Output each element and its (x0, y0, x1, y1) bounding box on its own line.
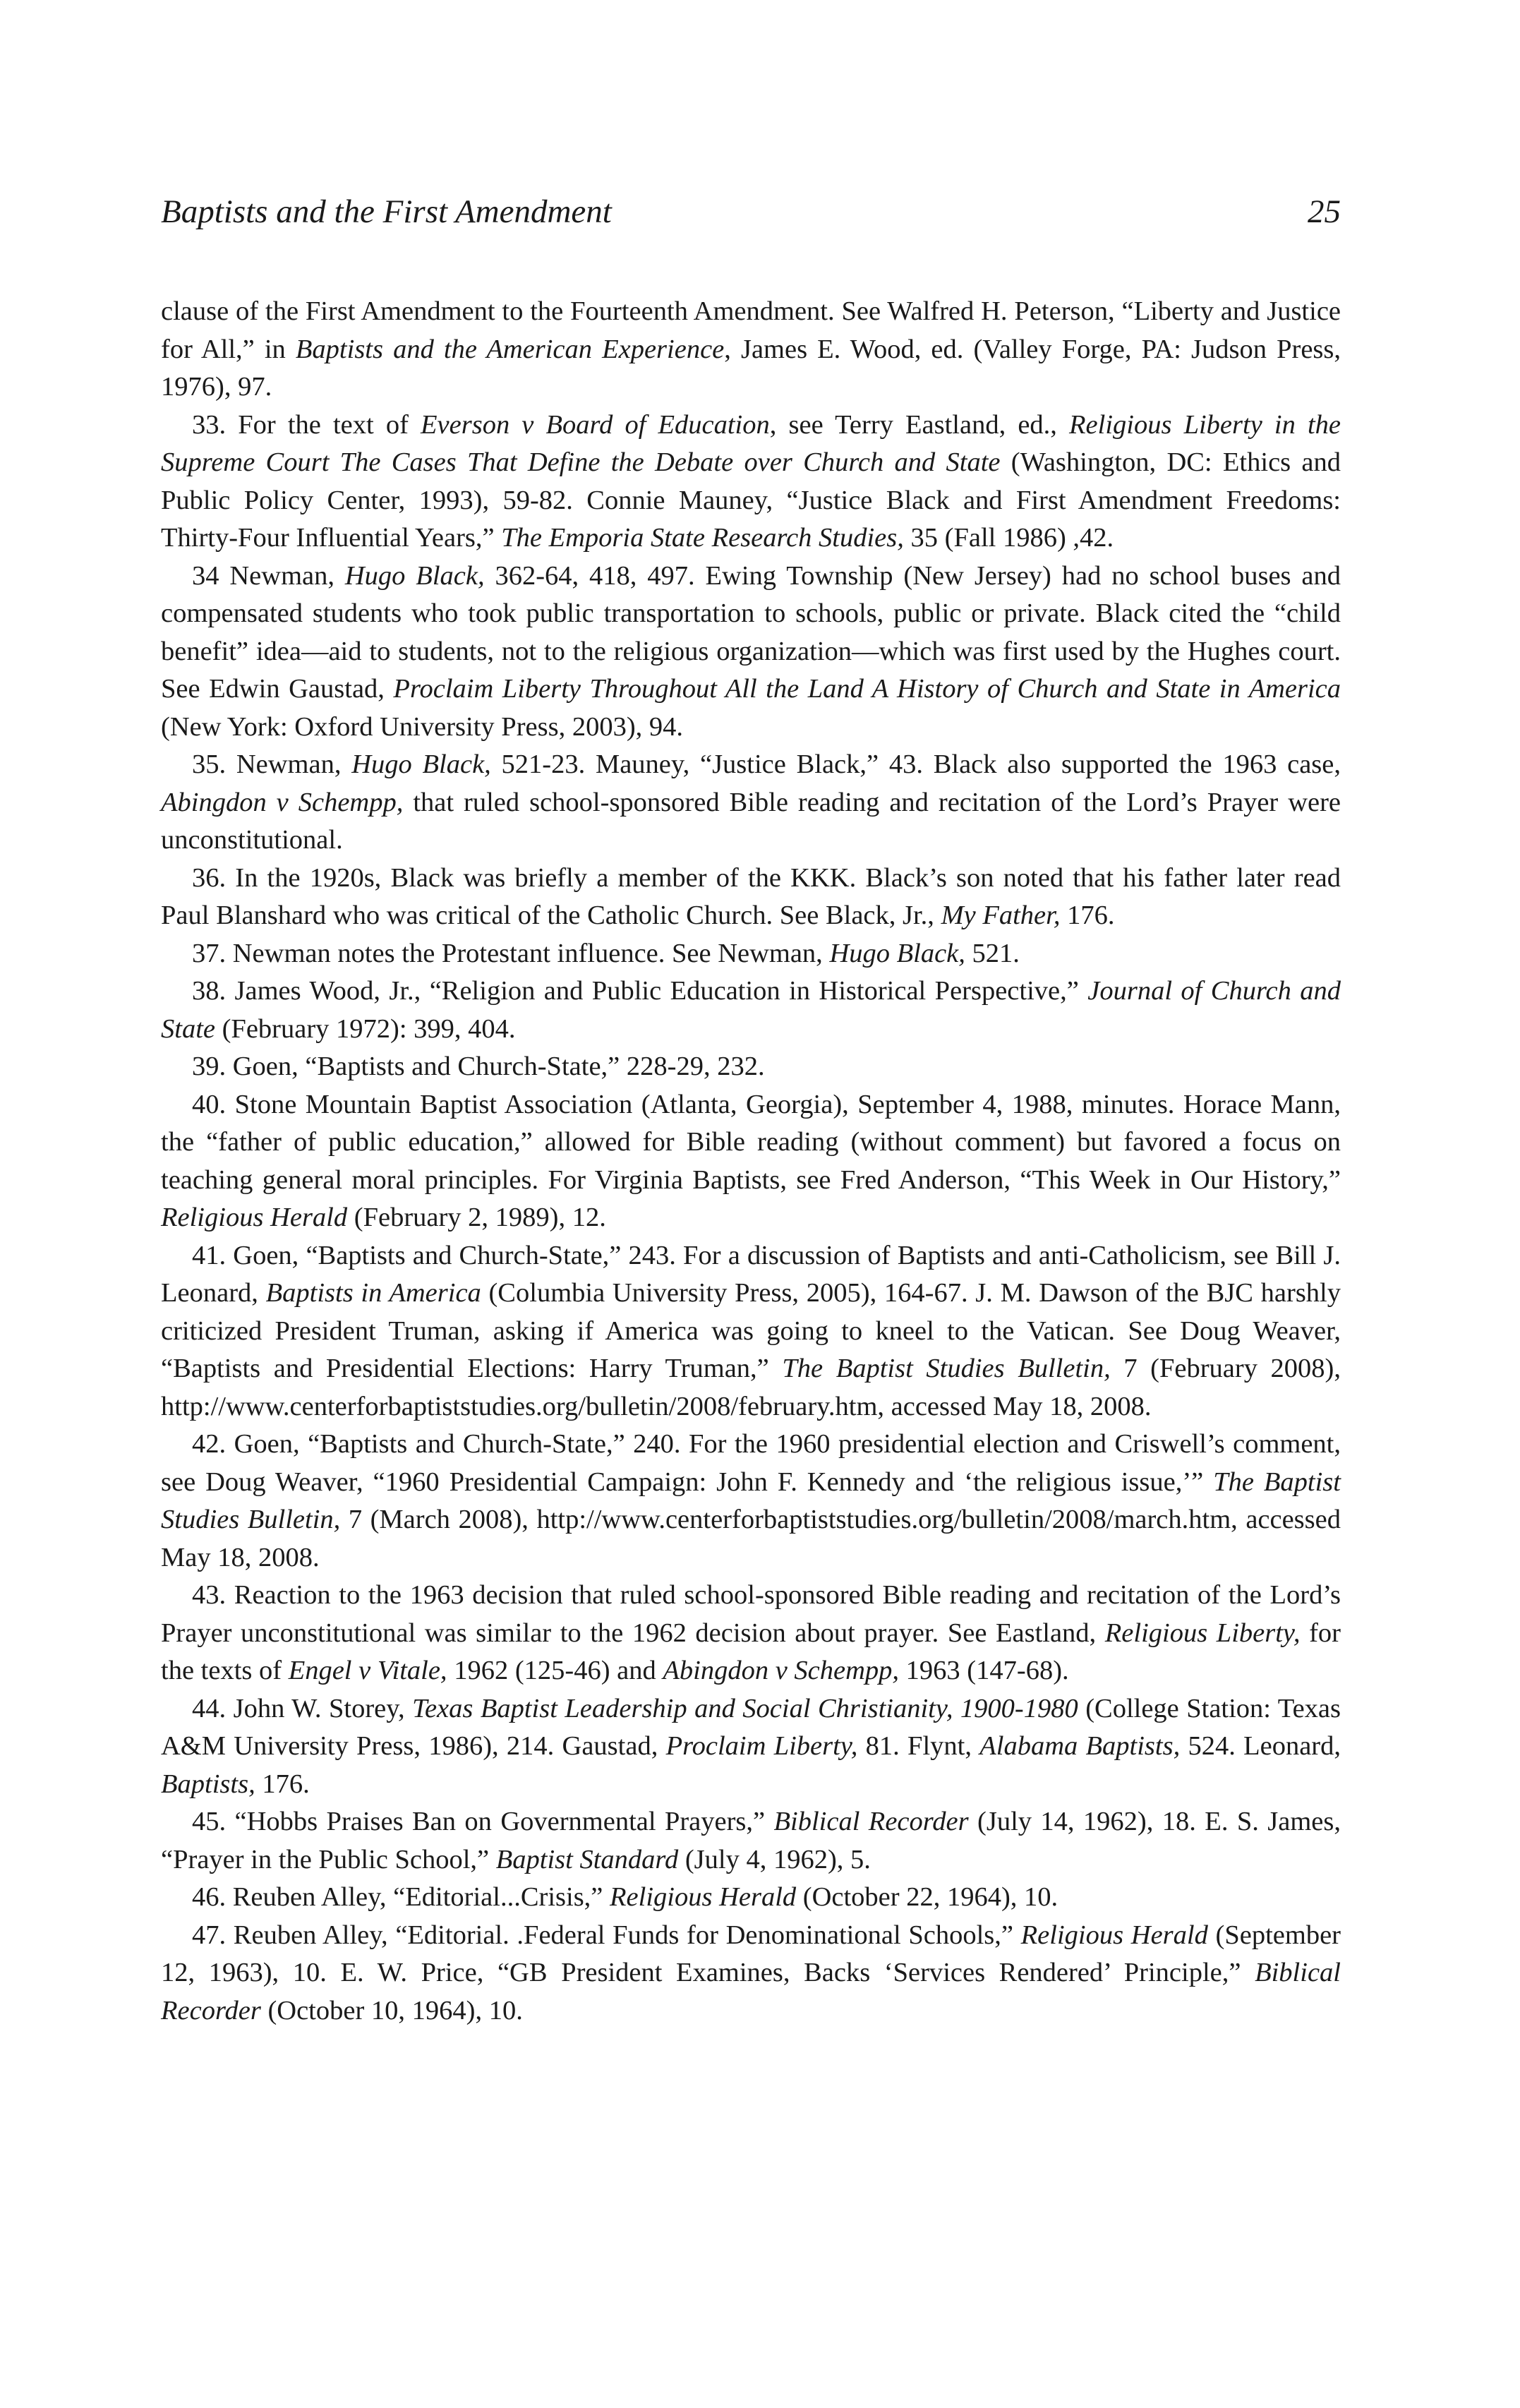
endnote-text: 40. Stone Mountain Baptist Association (Atlanta, Georgia), September 4, 1988, minutes. Horace Mann, the “father of public education,” allowed for Bible reading (without comment) but favored a focus on teaching general moral principles. For Virginia Baptists, see Fred Anderson, “This Week in Our History,” (161, 1089, 1341, 1195)
endnote-italic-title: Proclaim Liberty Throughout All the Land A History of Church and State in America (393, 674, 1341, 704)
endnote-text: 39. Goen, “Baptists and Church-State,” 228-29, 232. (192, 1052, 765, 1081)
endnote-text: 41. Goen, “Baptists and Church-State,” 243. For a discussion of Baptists and anti-Catholicism, see Bill J. Leonard, (161, 1240, 1341, 1308)
endnote-text: 37. Newman notes the Protestant influence. See Newman, (192, 938, 830, 968)
endnote-text: 1963 (147-68). (899, 1656, 1069, 1685)
endnote-text: 176. (255, 1769, 310, 1799)
endnote (161, 860, 1341, 935)
endnote (161, 1086, 1341, 1237)
endnote-text: 7 (March 2008), http://www.centerforbaptiststudies.org/bulletin/2008/march.htm, accessed May 18, 2008. (161, 1505, 1341, 1572)
endnotes (161, 293, 1341, 2030)
endnote-text: (October 10, 1964), 10. (260, 1995, 523, 2025)
endnote-text: 524. Leonard, (1180, 1731, 1341, 1761)
endnote-text: 362-64, 418, 497. Ewing Township (New Jersey) had no school buses and compensated students who took public transportation to schools, public or private. Black cited the “child benefit” idea—aid to students, not to the religious organization—which was first used by the Hughes court. See Edwin Gaustad, (161, 560, 1341, 704)
endnote-italic-title: Baptists and the American Experience (295, 334, 725, 364)
endnote-text: , James E. Wood, ed. (Valley Forge, PA: Judson Press, 1976), 97. (161, 334, 1341, 402)
endnote-italic-title: Baptists, (161, 1769, 255, 1799)
endnote-italic-title: Abingdon v Schempp, (161, 787, 404, 817)
endnote-text: 35 (Fall 1986) ,42. (903, 523, 1114, 553)
endnote-italic-title: The Baptist Studies Bulletin, (161, 1467, 1341, 1534)
endnote-italic-title: Alabama Baptists, (979, 1731, 1181, 1761)
endnote-text: (Washington, DC: Ethics and Public Policy Center, 1993), 59-82. Connie Mauney, “Justice Black and First Amendment Freedoms: Thirty-Four Influential Years,” (161, 447, 1341, 553)
endnote-italic-title: The Baptist Studies Bulletin, (782, 1354, 1111, 1383)
endnote (161, 935, 1341, 973)
endnote-text: (July 14, 1962), 18. E. S. James, “Prayer in the Public School,” (161, 1807, 1341, 1874)
endnote-text: 35. Newman, (192, 750, 352, 779)
endnote-text: 34 Newman, (192, 560, 345, 591)
endnote-text: (New York: Oxford University Press, 2003), 94. (161, 711, 684, 742)
endnote-italic-title: Baptist Standard (495, 1844, 679, 1874)
endnote (161, 973, 1341, 1048)
endnote-text: 46. Reuben Alley, “Editorial...Crisis,” (192, 1882, 610, 1912)
endnote-text: (October 22, 1964), 10. (796, 1882, 1058, 1912)
endnote-text: 44. John W. Storey, (192, 1693, 413, 1723)
endnote (161, 1237, 1341, 1426)
endnote (161, 1426, 1341, 1577)
endnote (161, 1803, 1341, 1879)
endnote-italic-title: Religious Herald (161, 1203, 348, 1232)
endnote-italic-title: Abingdon v Schempp, (663, 1656, 900, 1685)
endnote-continuation (161, 293, 1341, 407)
endnote-italic-title: Biblical Recorder (773, 1807, 969, 1836)
endnote-text: clause of the First Amendment to the Fourteenth Amendment. See Walfred H. Peterson, “Liberty and Justice for All,” in (161, 296, 1341, 364)
endnote-text: 45. “Hobbs Praises Ban on Governmental Prayers,” (192, 1807, 774, 1836)
endnote-text: 1962 (125-46) and (447, 1656, 663, 1685)
endnote (161, 1690, 1341, 1804)
endnote-text: 176. (1060, 901, 1115, 930)
endnote-text: (July 4, 1962), 5. (678, 1844, 871, 1874)
endnote-italic-title: Religious Liberty in the Supreme Court The Cases That Define the Debate over Church and State (161, 409, 1341, 477)
endnote-text: 43. Reaction to the 1963 decision that ruled school-sponsored Bible reading and recitation of the Lord’s Prayer unconstitutional was similar to the 1962 decision about prayer. See Eastland, (161, 1580, 1341, 1648)
endnote (161, 746, 1341, 860)
endnote-text: (February 2, 1989), 12. (347, 1203, 606, 1232)
endnote-text: 521. (965, 938, 1020, 968)
endnote-italic-title: Biblical Recorder (161, 1958, 1341, 2025)
endnote-italic-title: Texas Baptist Leadership and Social Christianity, 1900-1980 (412, 1693, 1078, 1723)
endnote (161, 1048, 1341, 1086)
endnote (161, 1577, 1341, 1690)
endnote-italic-title: Journal of Church and State (161, 976, 1341, 1044)
endnote-italic-title: Engel v Vitale, (288, 1656, 447, 1685)
endnote-italic-title: Proclaim Liberty, (665, 1731, 858, 1761)
endnote-italic-title: Baptists in America (265, 1278, 481, 1308)
endnote-italic-title: Religious Herald (1020, 1920, 1208, 1950)
endnote-text: 521-23. Mauney, “Justice Black,” 43. Black also supported the 1963 case, (490, 750, 1341, 779)
endnote-italic-title: Hugo Black, (351, 750, 491, 779)
running-head-title: Baptists and the First Amendment (161, 193, 612, 230)
endnote (161, 407, 1341, 558)
endnote-text: 47. Reuben Alley, “Editorial. .Federal Funds for Denominational Schools,” (192, 1920, 1021, 1950)
endnote-text: for the texts of (161, 1618, 1341, 1685)
endnote (161, 1917, 1341, 2030)
endnote-text: (College Station: Texas A&M University Press, 1986), 214. Gaustad, (161, 1693, 1341, 1761)
endnote-text: that ruled school-sponsored Bible reading and recitation of the Lord’s Prayer were unconstitutional. (161, 787, 1341, 855)
endnote (161, 558, 1341, 747)
endnote-text: 81. Flynt, (857, 1731, 980, 1761)
endnote-text: 42. Goen, “Baptists and Church-State,” 240. For the 1960 presidential election and Criswell’s comment, see Doug Weaver, “1960 Presidential Campaign: John F. Kennedy and ‘the religious issue,’” (161, 1429, 1341, 1497)
endnote-italic-title: Hugo Black, (344, 560, 485, 591)
endnote-italic-title: The Emporia State Research Studies, (501, 523, 904, 553)
endnote-italic-title: Religious Herald (610, 1882, 797, 1912)
endnote-text: 33. For the text of (192, 409, 421, 440)
endnote-italic-title: Everson v Board of Education (421, 409, 770, 440)
endnote-text: 7 (February 2008), http://www.centerforbaptiststudies.org/bulletin/2008/february.htm, accessed May 18, 2008. (161, 1354, 1341, 1421)
endnote-text: (February 1972): 399, 404. (215, 1013, 516, 1044)
endnote-text: (Columbia University Press, 2005), 164-67. J. M. Dawson of the BJC harshly criticized President Truman, asking if America was going to kneel to the Vatican. See Doug Weaver, “Baptists and Presidential Elections: Harry Truman,” (161, 1278, 1341, 1383)
endnote-text: (September 12, 1963), 10. E. W. Price, “GB President Examines, Backs ‘Services Rendered’ Principle,” (161, 1920, 1341, 1987)
running-head (161, 191, 1341, 240)
endnote-text: 36. In the 1920s, Black was briefly a member of the KKK. Black’s son noted that his father later read Paul Blanshard who was critical of the Catholic Church. See Black, Jr., (161, 862, 1341, 930)
endnote-italic-title: My Father, (941, 901, 1061, 930)
endnote-text: , see Terry Eastland, ed., (769, 409, 1070, 440)
page-number: 25 (1308, 193, 1341, 230)
endnote-italic-title: Hugo Black, (829, 938, 965, 968)
endnote-italic-title: Religious Liberty, (1104, 1618, 1301, 1648)
endnote (161, 1879, 1341, 1917)
endnote-text: 38. James Wood, Jr., “Religion and Public Education in Historical Perspective,” (192, 976, 1088, 1006)
